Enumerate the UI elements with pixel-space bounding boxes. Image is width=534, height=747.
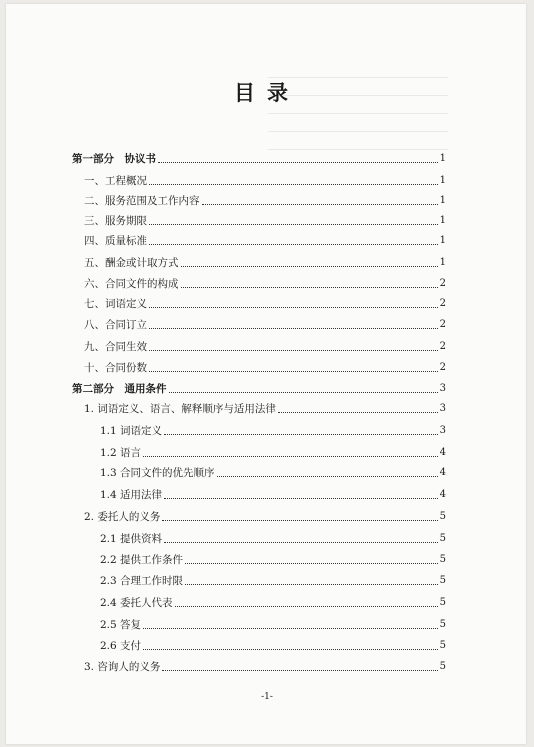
- toc-entry-page: 1: [439, 235, 446, 246]
- toc-section-entry[interactable]: [84, 234, 446, 248]
- toc-entry-page: 2: [439, 319, 446, 330]
- dot-leader: [149, 223, 438, 225]
- dot-leader: [149, 327, 438, 329]
- toc-subsection-entry[interactable]: [100, 532, 446, 546]
- toc-entry-page: 1: [439, 153, 446, 164]
- toc-entry-label: 2.6 支付: [100, 640, 142, 652]
- toc-section-entry[interactable]: [84, 194, 446, 208]
- toc-entry-page: 3: [439, 403, 446, 414]
- toc-subsection-entry[interactable]: [100, 639, 446, 653]
- toc-entry-page: 4: [439, 489, 446, 500]
- toc-entry-label: 2. 委托人的义务: [84, 511, 161, 523]
- dot-leader: [185, 583, 438, 585]
- dot-leader: [175, 605, 438, 607]
- toc-entry-label: 1.2 语言: [100, 447, 142, 459]
- dot-leader: [149, 183, 438, 185]
- dot-leader: [169, 391, 438, 393]
- toc-entry-label: 1.1 词语定义: [100, 425, 163, 437]
- dot-leader: [164, 433, 438, 435]
- dot-leader: [149, 370, 438, 372]
- toc-entry-label: 1. 词语定义、语言、解释顺序与适用法律: [84, 403, 276, 415]
- toc-entry-page: 1: [439, 175, 446, 186]
- toc-entry-page: 1: [439, 195, 446, 206]
- dot-leader: [143, 627, 438, 629]
- toc-entry-page: 2: [439, 341, 446, 352]
- toc-entry-page: 4: [439, 467, 446, 478]
- toc-entry-label: 2.3 合理工作时限: [100, 575, 184, 587]
- toc-section-entry[interactable]: [84, 277, 446, 291]
- dot-leader: [202, 203, 438, 205]
- toc-entry-page: 5: [439, 533, 446, 544]
- toc-subsection-entry[interactable]: [100, 618, 446, 632]
- dot-leader: [162, 519, 437, 521]
- toc-entry-label: 七、词语定义: [84, 298, 147, 310]
- dot-leader: [181, 265, 438, 267]
- toc-entry-label: 三、服务期限: [84, 215, 147, 227]
- dot-leader: [181, 286, 438, 288]
- toc-entry-label: 五、酬金或计取方式: [84, 257, 179, 269]
- toc-section-entry[interactable]: [84, 214, 446, 228]
- toc-entry-label: 2.2 提供工作条件: [100, 554, 184, 566]
- toc-section-entry[interactable]: [84, 510, 446, 524]
- toc-entry-label: 一、工程概况: [84, 175, 147, 187]
- toc-subsection-entry[interactable]: [100, 596, 446, 610]
- dot-leader: [162, 669, 437, 671]
- toc-entry-page: 2: [439, 278, 446, 289]
- toc-entry-label: 第二部分 通用条件: [72, 383, 167, 395]
- toc-entry-label: 八、合同订立: [84, 319, 147, 331]
- dot-leader: [143, 648, 438, 650]
- toc-subsection-entry[interactable]: [100, 466, 446, 480]
- toc-section-entry[interactable]: [84, 361, 446, 375]
- toc-entry-label: 六、合同文件的构成: [84, 278, 179, 290]
- toc-entry-label: 1.4 适用法律: [100, 489, 163, 501]
- page-number: -1-: [261, 692, 273, 702]
- toc-entry-page: 5: [439, 575, 446, 586]
- toc-part-heading[interactable]: [72, 382, 446, 396]
- toc-subsection-entry[interactable]: [100, 488, 446, 502]
- toc-subsection-entry[interactable]: [100, 424, 446, 438]
- toc-entry-label: 3. 咨询人的义务: [84, 661, 161, 673]
- toc-subsection-entry[interactable]: [100, 446, 446, 460]
- toc-section-entry[interactable]: [84, 318, 446, 332]
- toc-entry-label: 2.5 答复: [100, 619, 142, 631]
- dot-leader: [217, 475, 438, 477]
- toc-subsection-entry[interactable]: [100, 553, 446, 567]
- toc-entry-label: 第一部分 协议书: [72, 153, 156, 165]
- dot-leader: [164, 497, 438, 499]
- toc-entry-label: 1.3 合同文件的优先顺序: [100, 467, 215, 479]
- toc-entry-page: 5: [439, 554, 446, 565]
- page-title: 目录: [234, 80, 300, 105]
- dot-leader: [149, 243, 438, 245]
- dot-leader: [143, 455, 438, 457]
- dot-leader: [158, 161, 438, 163]
- toc-entry-page: 1: [439, 215, 446, 226]
- toc-section-entry[interactable]: [84, 297, 446, 311]
- toc-entry-label: 2.1 提供资料: [100, 533, 163, 545]
- toc-entry-label: 九、合同生效: [84, 341, 147, 353]
- toc-section-entry[interactable]: [84, 402, 446, 416]
- toc-section-entry[interactable]: [84, 174, 446, 188]
- toc-entry-label: 2.4 委托人代表: [100, 597, 173, 609]
- toc-entry-label: 十、合同份数: [84, 362, 147, 374]
- toc-entry-page: 2: [439, 298, 446, 309]
- toc-entry-page: 2: [439, 362, 446, 373]
- toc-entry-page: 5: [439, 661, 446, 672]
- toc-entry-label: 二、服务范围及工作内容: [84, 195, 200, 207]
- toc-entry-label: 四、质量标准: [84, 235, 147, 247]
- toc-subsection-entry[interactable]: [100, 574, 446, 588]
- dot-leader: [185, 562, 438, 564]
- dot-leader: [278, 411, 438, 413]
- toc-section-entry[interactable]: [84, 340, 446, 354]
- toc-entry-page: 1: [439, 257, 446, 268]
- toc-entry-page: 3: [439, 383, 446, 394]
- dot-leader: [149, 306, 438, 308]
- toc-entry-page: 5: [439, 511, 446, 522]
- toc-entry-page: 5: [439, 640, 446, 651]
- toc-entry-page: 3: [439, 425, 446, 436]
- dot-leader: [164, 541, 438, 543]
- toc-entry-page: 4: [439, 447, 446, 458]
- dot-leader: [149, 349, 438, 351]
- toc-entry-page: 5: [439, 597, 446, 608]
- toc-section-entry[interactable]: [84, 256, 446, 270]
- toc-entry-page: 5: [439, 619, 446, 630]
- toc-section-entry[interactable]: [84, 660, 446, 674]
- toc-part-heading[interactable]: [72, 152, 446, 166]
